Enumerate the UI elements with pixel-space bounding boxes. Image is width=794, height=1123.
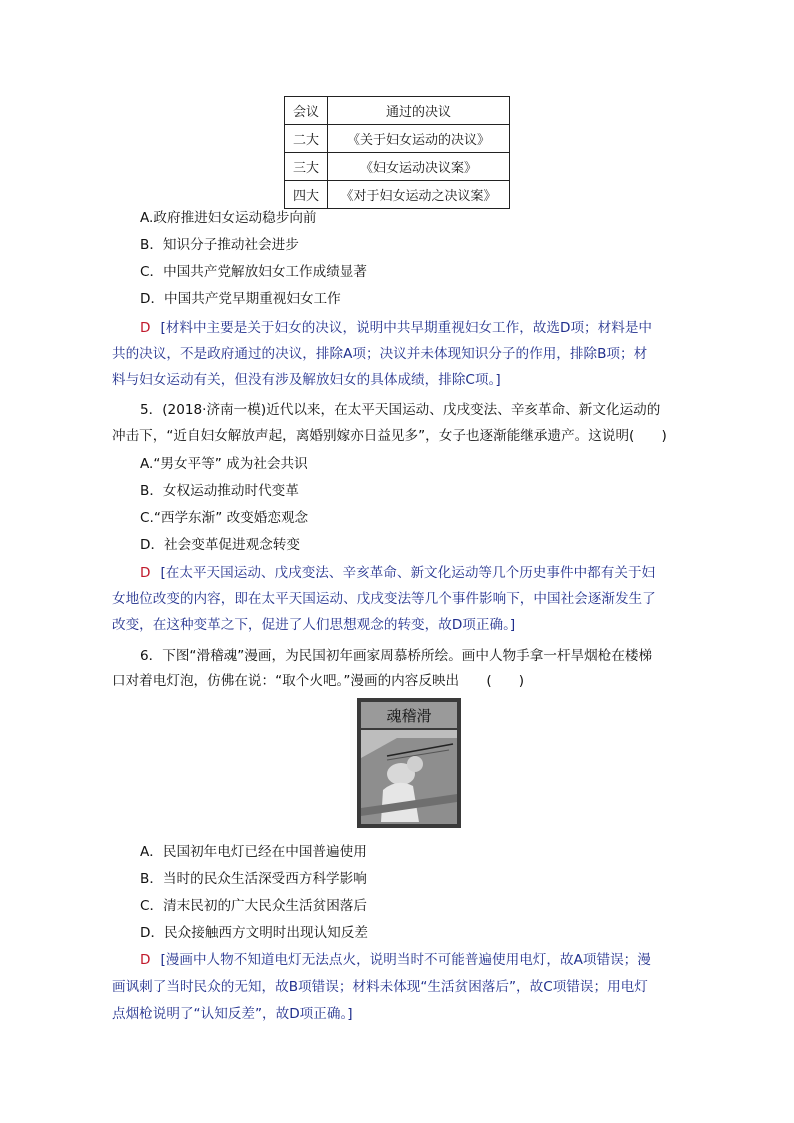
q4-answer: D — [140, 320, 151, 336]
q6-option-a: A．民国初年电灯已经在中国普遍使用 — [140, 844, 367, 860]
q4-option-d: D．中国共产党早期重视妇女工作 — [140, 291, 341, 307]
q5-explanation-line — [140, 563, 655, 583]
q6-stem-line: 口对着电灯泡，仿佛在说：“取个火吧。”漫画的内容反映出 ( ) — [112, 673, 525, 689]
table-header-cell: 通过的决议 — [328, 97, 510, 125]
table-cell: 《妇女运动决议案》 — [328, 153, 510, 181]
q5-option-a: A.“男女平等” 成为社会共识 — [140, 456, 308, 472]
table-header-cell: 会议 — [285, 97, 328, 125]
q6-explanation-line: 点烟枪说明了“认知反差”，故D项正确。] — [112, 1006, 353, 1022]
table-row — [285, 125, 510, 153]
q4-explanation-line: 共的决议，不是政府通过的决议，排除A项；决议并未体现知识分子的作用，排除B项；材 — [112, 346, 648, 362]
table-cell: 三大 — [285, 153, 328, 181]
q5-answer: D — [140, 565, 151, 581]
table-row — [285, 181, 510, 209]
table-cell: 二大 — [285, 125, 328, 153]
q6-stem-line: 6．下图“滑稽魂”漫画，为民国初年画家周慕桥所绘。画中人物手拿一杆旱烟枪在楼梯 — [140, 648, 653, 664]
table-cell: 《对于妇女运动之决议案》 — [328, 181, 510, 209]
q5-stem-line: 冲击下，“近自妇女解放声起，离婚别嫁亦日益见多”，女子也逐渐能继承遗产。这说明( ) — [112, 428, 667, 444]
q5-option-b: B．女权运动推动时代变革 — [140, 483, 299, 499]
q5-option-d: D．社会变革促进观念转变 — [140, 537, 300, 553]
q6-option-b: B．当时的民众生活深受西方科学影响 — [140, 871, 367, 887]
q4-option-a: A.政府推进妇女运动稳步向前 — [140, 210, 317, 226]
q4-explanation-line: 料与妇女运动有关，但没有涉及解放妇女的具体成绩，排除C项。] — [112, 372, 501, 388]
q6-answer: D — [140, 952, 151, 968]
q5-option-c: C.“西学东渐” 改变婚恋观念 — [140, 510, 309, 526]
q6-explanation-line — [140, 950, 651, 970]
q4-explanation-text: [材料中主要是关于妇女的决议，说明中共早期重视妇女工作，故选D项；材料是中 — [160, 320, 653, 336]
q5-explanation-line: 女地位改变的内容，即在太平天国运动、戊戌变法等几个事件影响下，中国社会逐渐发生了 — [112, 591, 656, 607]
q5-explanation-line: 改变，在这种变革之下，促进了人们思想观念的转变，故D项正确。] — [112, 617, 516, 633]
resolutions-table — [284, 96, 510, 209]
q4-option-c: C．中国共产党解放妇女工作成绩显著 — [140, 264, 367, 280]
table-cell: 《关于妇女运动的决议》 — [328, 125, 510, 153]
table-cell: 四大 — [285, 181, 328, 209]
q5-stem-line: 5．(2018·济南一模)近代以来，在太平天国运动、戊戌变法、辛亥革命、新文化运动的 — [140, 402, 661, 418]
q4-explanation-line — [140, 318, 652, 338]
q6-option-c: C．清末民初的广大民众生活贫困落后 — [140, 898, 367, 914]
q6-explanation-text: [漫画中人物不知道电灯无法点火，说明当时不可能普遍使用电灯，故A项错误；漫 — [160, 952, 651, 968]
q4-option-b: B．知识分子推动社会进步 — [140, 237, 299, 253]
cartoon-image — [357, 698, 461, 828]
q6-option-d: D．民众接触西方文明时出现认知反差 — [140, 925, 368, 941]
table-row — [285, 153, 510, 181]
q5-explanation-text: [在太平天国运动、戊戌变法、辛亥革命、新文化运动等几个历史事件中都有关于妇 — [160, 565, 656, 581]
table-header-row — [285, 97, 510, 125]
q6-explanation-line: 画讽刺了当时民众的无知，故B项错误；材料未体现“生活贫困落后”，故C项错误；用电灯 — [112, 979, 648, 995]
cartoon-illustration — [357, 698, 461, 828]
cartoon-title: 魂稽滑 — [386, 707, 432, 725]
